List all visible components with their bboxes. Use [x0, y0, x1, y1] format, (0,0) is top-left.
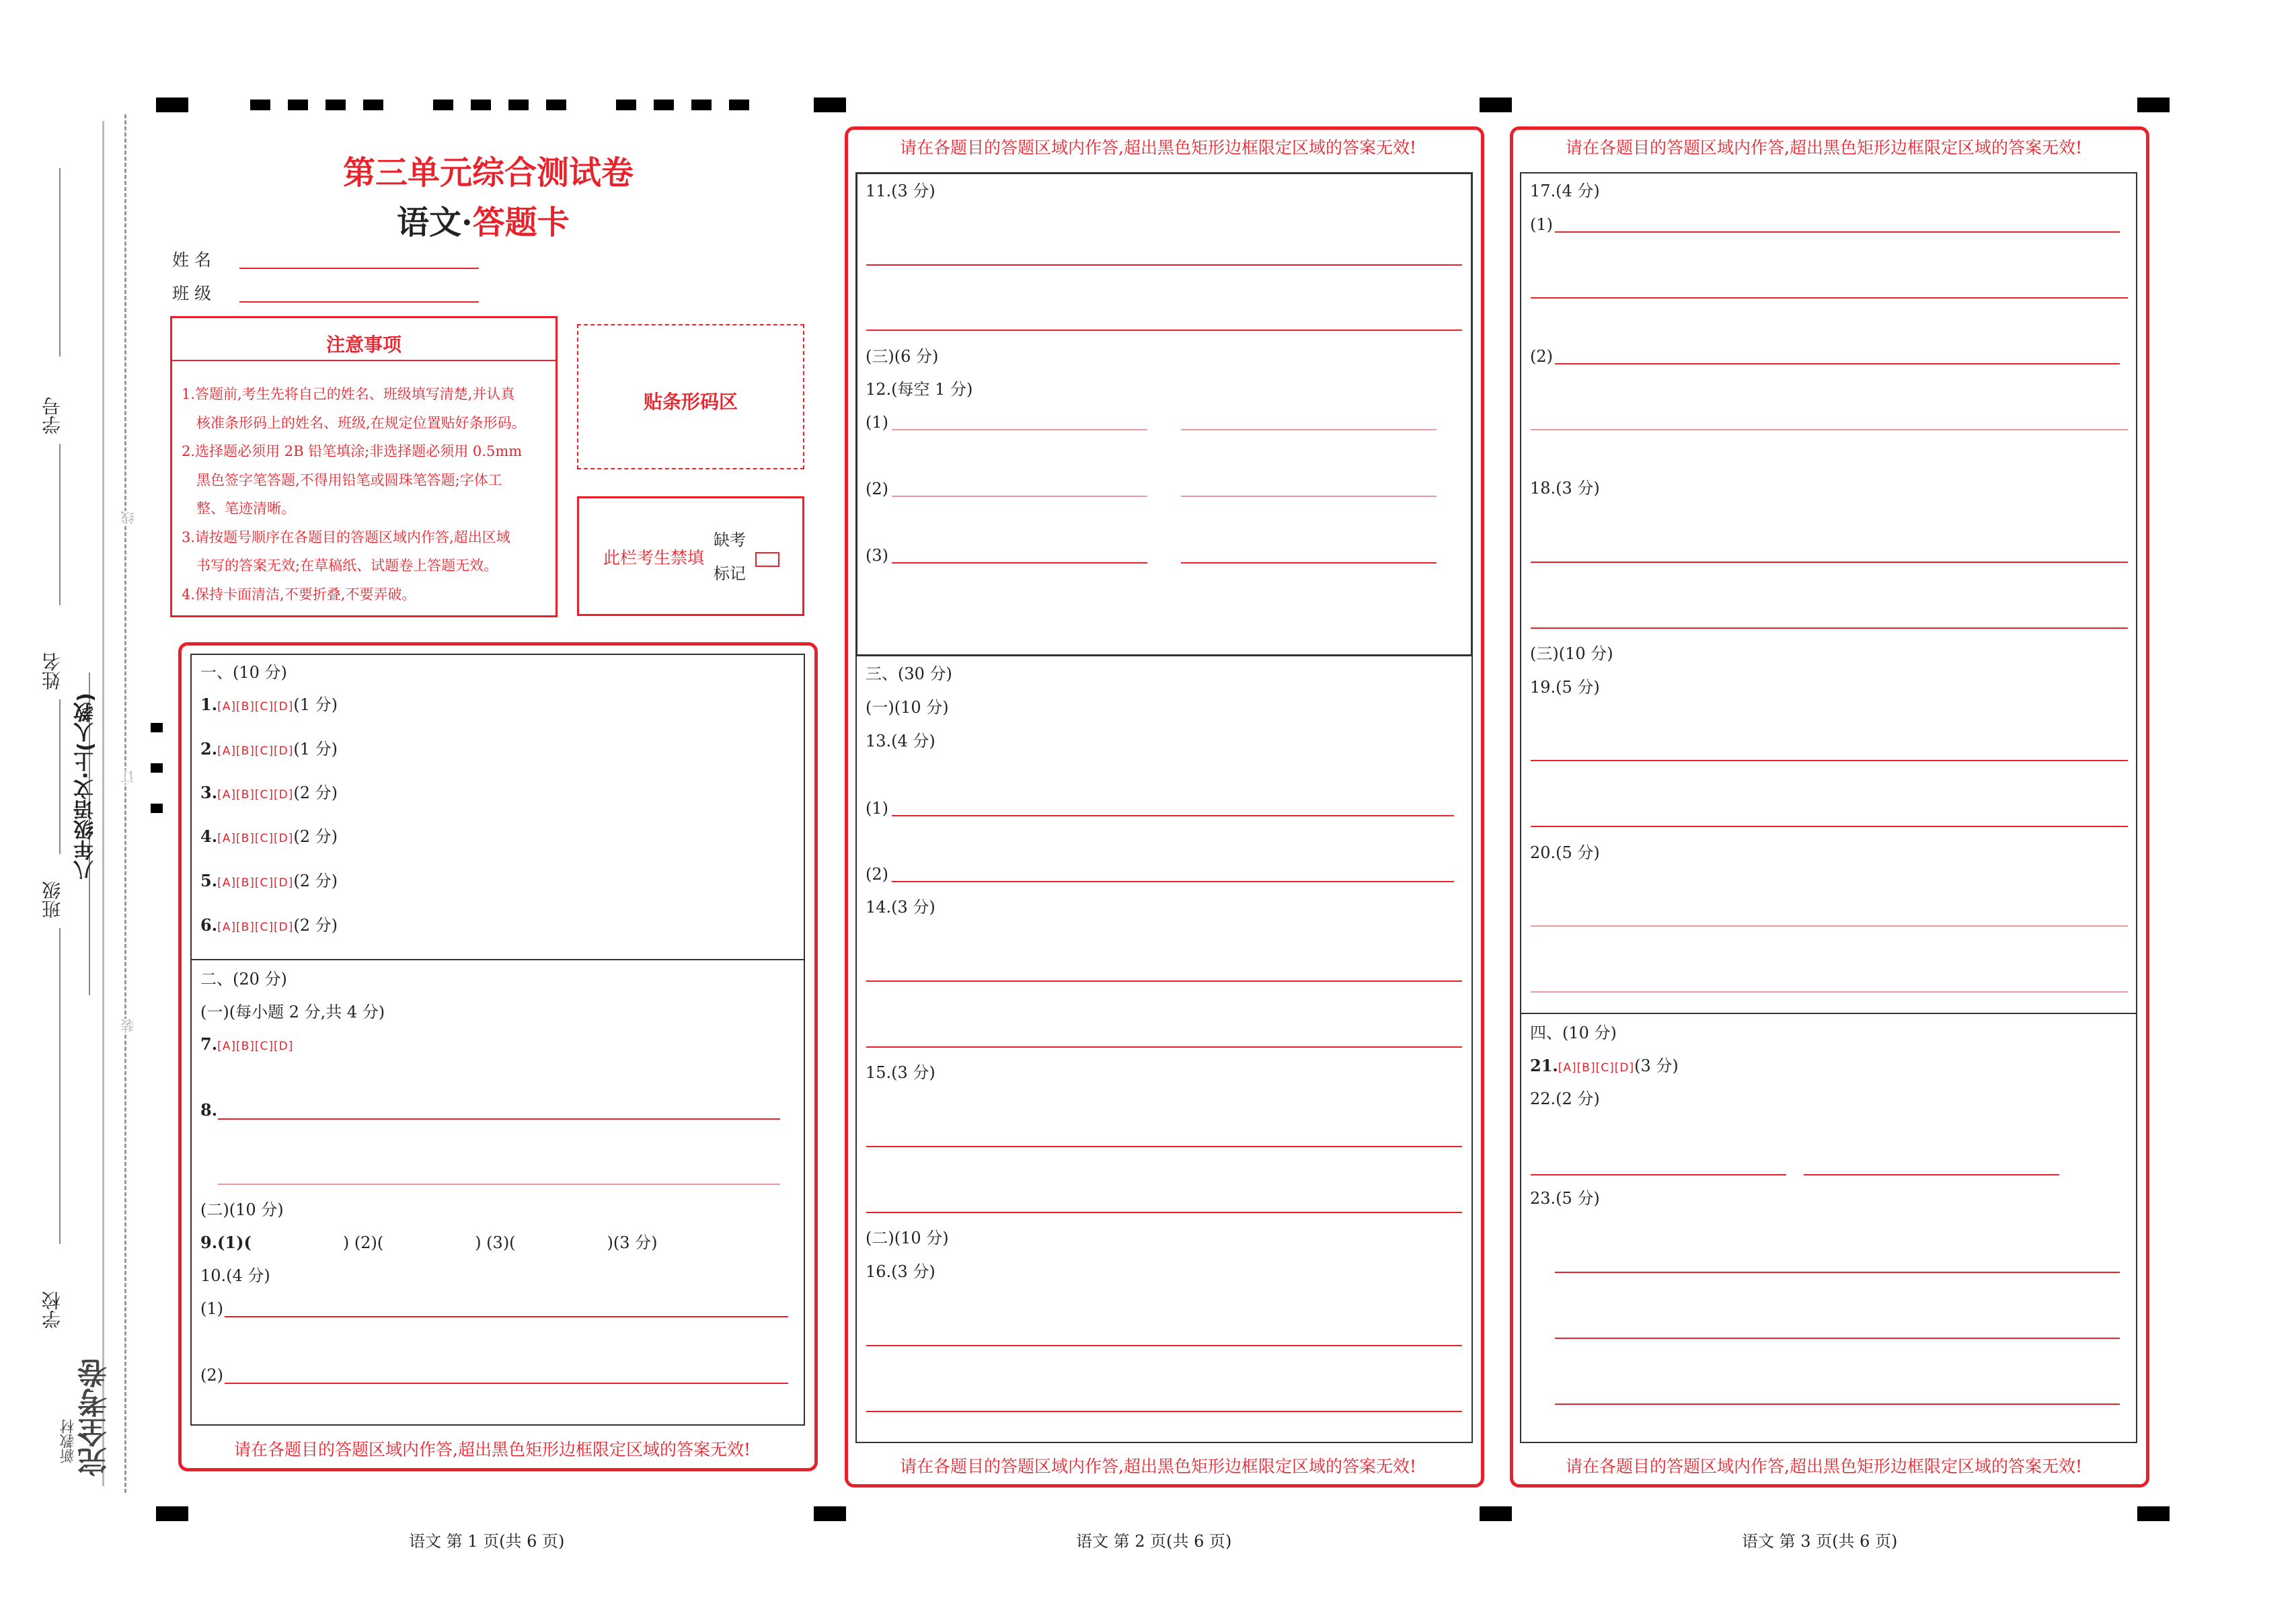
answer-line[interactable] — [1531, 297, 2128, 299]
choice-bubbles[interactable]: [A][B][C][D] — [1558, 1061, 1635, 1075]
choice-points: (2 分) — [293, 916, 338, 935]
answer-line[interactable] — [892, 496, 1147, 497]
sub-label: (3) — [866, 546, 888, 565]
card-label: 答题卡 — [472, 204, 570, 241]
answer-line[interactable] — [866, 1146, 1462, 1147]
subsection-heading: (三)(6 分) — [866, 347, 939, 366]
question-number: 3. — [200, 783, 218, 802]
answer-line[interactable] — [1531, 826, 2128, 827]
answer-line[interactable] — [1555, 1338, 2120, 1339]
question-number: 2. — [200, 739, 218, 759]
answer-line[interactable] — [1555, 231, 2120, 233]
question-number: 21. — [1530, 1056, 1558, 1075]
notice-line: 1.答题前,考生先将自己的姓名、班级填写清楚,并认真 — [182, 386, 515, 402]
sub-label: (2) — [1530, 347, 1553, 366]
choice-bubbles[interactable]: [A][B][C][D] — [217, 921, 294, 934]
subsection-heading: (一)(10 分) — [866, 698, 949, 717]
choice-bubbles[interactable]: [A][B][C][D] — [217, 744, 294, 758]
seal-line-mark: 线 — [118, 511, 138, 525]
card-title — [397, 196, 570, 243]
question-22: 22.(2 分) — [1530, 1089, 1600, 1108]
name-label: 姓 名 — [172, 250, 211, 270]
answer-line[interactable] — [866, 1411, 1462, 1412]
notice-line: 3.请按题号顺序在各题目的答题区域内作答,超出区域 — [182, 529, 510, 545]
question-15: 15.(3 分) — [866, 1063, 935, 1082]
notice-box — [170, 316, 558, 617]
section-3-heading: 三、(30 分) — [866, 664, 952, 683]
question-20: 20.(5 分) — [1530, 843, 1600, 862]
question-number: 7. — [200, 1034, 218, 1054]
barcode-label: 贴条形码区 — [643, 391, 738, 413]
choice-bubbles[interactable]: [A][B][C][D] — [217, 700, 294, 713]
choice-points: (1 分) — [293, 695, 338, 714]
sub-label: (1) — [200, 1299, 223, 1318]
sub-label: (1) — [1530, 215, 1553, 234]
answer-line[interactable] — [866, 1212, 1462, 1213]
barcode-area — [577, 324, 804, 469]
choice-row — [200, 917, 338, 933]
subsection-heading: (一)(每小题 2 分,共 4 分) — [200, 1003, 385, 1021]
question-23: 23.(5 分) — [1530, 1189, 1600, 1208]
student-id-label: 学号 — [41, 397, 63, 434]
answer-line[interactable] — [1181, 496, 1437, 497]
choice-points: (2 分) — [293, 827, 338, 846]
absent-mark-label2: 标记 — [714, 564, 746, 583]
question-number: 4. — [200, 826, 218, 846]
warning-text: 请在各题目的答题区域内作答,超出黑色矩形边框限定区域的答案无效! — [900, 138, 1416, 157]
brand-sub: 新教材 — [60, 1419, 77, 1463]
notice-title: 注意事项 — [326, 334, 401, 356]
choice-bubbles[interactable]: [A][B][C][D] — [217, 788, 294, 802]
section-2-heading: 二、(20 分) — [200, 970, 287, 989]
name-field[interactable] — [239, 268, 479, 269]
warning-text: 请在各题目的答题区域内作答,超出黑色矩形边框限定区域的答案无效! — [234, 1440, 751, 1459]
absent-mark-label1: 缺考 — [714, 531, 746, 549]
answer-line[interactable] — [1531, 429, 2128, 430]
answer-line[interactable] — [1531, 627, 2128, 629]
answer-line[interactable] — [892, 429, 1147, 430]
notice-text — [182, 380, 526, 609]
class-label: 班级 — [41, 881, 63, 919]
answer-box-2b — [855, 655, 1473, 1443]
choice-points: (2 分) — [293, 872, 338, 890]
page-footer: 语文 第 1 页(共 6 页) — [409, 1532, 565, 1551]
answer-line[interactable] — [892, 815, 1454, 816]
choice-row — [200, 741, 338, 757]
answer-box-1b — [190, 959, 805, 1426]
subsection-heading: (二)(10 分) — [866, 1229, 949, 1247]
question-13: 13.(4 分) — [866, 732, 935, 750]
answer-box-2a — [855, 172, 1473, 656]
page-title: 第三单元综合测试卷 — [343, 154, 634, 192]
section-4-heading: 四、(10 分) — [1530, 1024, 1617, 1042]
warning-text: 请在各题目的答题区域内作答,超出黑色矩形边框限定区域的答案无效! — [1566, 1457, 2082, 1476]
choice-bubbles[interactable]: [A][B][C][D] — [217, 832, 294, 845]
notice-line: 书写的答案无效;在草稿纸、试题卷上答题无效。 — [196, 557, 498, 574]
seal-mount-mark: 装 — [118, 1019, 138, 1032]
warning-text: 请在各题目的答题区域内作答,超出黑色矩形边框限定区域的答案无效! — [1566, 138, 2082, 157]
sub-label: (1) — [866, 799, 888, 818]
notice-line: 2.选择题必须用 2B 铅笔填涂;非选择题必须用 0.5mm — [182, 443, 523, 459]
page-footer: 语文 第 2 页(共 6 页) — [1076, 1532, 1232, 1551]
page-footer: 语文 第 3 页(共 6 页) — [1742, 1532, 1898, 1551]
choice-bubbles[interactable]: [A][B][C][D] — [217, 1040, 294, 1053]
choice-row — [200, 697, 338, 713]
course-label: 八年级语文·上(人教) — [74, 693, 98, 880]
answer-line[interactable] — [1181, 429, 1437, 430]
student-name-label: 姓名 — [41, 652, 63, 690]
notice-line: 整、笔迹清晰。 — [196, 500, 295, 516]
answer-line[interactable] — [866, 330, 1462, 331]
answer-line[interactable] — [892, 562, 1147, 564]
answer-line[interactable] — [866, 1046, 1462, 1048]
subject-name: 语文 — [397, 204, 462, 241]
sub-label: (2) — [866, 479, 888, 498]
sub-label: (2) — [866, 865, 888, 884]
absent-note: 此栏考生禁填 — [603, 548, 705, 568]
answer-line[interactable] — [892, 881, 1454, 882]
question-19: 19.(5 分) — [1530, 678, 1600, 697]
choice-points: (3 分) — [1634, 1056, 1679, 1075]
answer-line[interactable] — [1531, 760, 2128, 761]
choice-bubbles[interactable]: [A][B][C][D] — [217, 876, 294, 890]
choice-points: (1 分) — [293, 740, 338, 759]
class-field[interactable] — [239, 301, 479, 303]
answer-line[interactable] — [1555, 363, 2120, 364]
school-label: 学校 — [41, 1291, 63, 1329]
answer-line[interactable] — [1181, 562, 1437, 564]
title-dot: · — [461, 204, 473, 241]
q9-sep-2: ) (3)( — [475, 1233, 516, 1252]
answer-line[interactable] — [218, 1184, 780, 1185]
answer-box-3b — [1520, 1013, 2137, 1443]
notice-line: 黑色签字笔答题,不得用铅笔或圆珠笔答题;字体工 — [196, 471, 502, 488]
question-9-label: 9.(1)( — [200, 1233, 252, 1252]
answer-line[interactable] — [1555, 1403, 2120, 1405]
question-12: 12.(每空 1 分) — [866, 380, 973, 399]
brand-logo: 完全考卷 — [78, 1358, 112, 1477]
answer-line[interactable] — [1804, 1174, 2059, 1175]
choice-points: (2 分) — [293, 783, 338, 802]
answer-line[interactable] — [218, 1118, 780, 1120]
question-14: 14.(3 分) — [866, 898, 935, 917]
question-11: 11.(3 分) — [866, 182, 935, 200]
question-number: 1. — [200, 695, 218, 714]
answer-line[interactable] — [866, 264, 1462, 266]
answer-line[interactable] — [1555, 1272, 2120, 1273]
question-9 — [200, 1235, 658, 1251]
q9-sep-1: ) (2)( — [342, 1233, 384, 1252]
answer-line[interactable] — [1531, 562, 2128, 563]
answer-line[interactable] — [225, 1316, 788, 1317]
question-number: 6. — [200, 915, 218, 935]
notice-line: 4.保持卡面清洁,不要折叠,不要弄破。 — [182, 586, 416, 603]
sub-label: (2) — [200, 1366, 223, 1385]
answer-line[interactable] — [1531, 925, 2128, 927]
answer-line[interactable] — [1531, 991, 2128, 993]
choice-row — [200, 873, 338, 889]
question-10: 10.(4 分) — [200, 1266, 270, 1285]
choice-row — [200, 785, 338, 801]
question-8 — [200, 1102, 217, 1118]
absent-checkbox[interactable] — [755, 552, 779, 567]
answer-line[interactable] — [866, 980, 1462, 982]
answer-line[interactable] — [225, 1383, 788, 1384]
answer-line[interactable] — [1531, 1174, 1786, 1175]
seal-bind-mark: 订 — [118, 770, 138, 783]
subsection-heading: (三)(10 分) — [1530, 644, 1613, 663]
question-17: 17.(4 分) — [1530, 182, 1600, 200]
subsection-heading: (二)(10 分) — [200, 1200, 284, 1219]
choice-row — [1530, 1058, 1679, 1074]
absent-mark-box — [577, 496, 804, 616]
choice-row — [200, 1036, 293, 1052]
question-number: 5. — [200, 871, 218, 890]
warning-text: 请在各题目的答题区域内作答,超出黑色矩形边框限定区域的答案无效! — [900, 1457, 1416, 1476]
answer-line[interactable] — [866, 1345, 1462, 1346]
question-number: 8. — [200, 1100, 218, 1120]
question-16: 16.(3 分) — [866, 1262, 935, 1281]
section-1-heading: 一、(10 分) — [200, 663, 287, 682]
class-field-label: 班 级 — [172, 284, 211, 303]
sub-label: (1) — [866, 413, 888, 432]
question-18: 18.(3 分) — [1530, 479, 1600, 498]
choice-row — [200, 828, 338, 845]
q9-points: )(3 分) — [607, 1233, 658, 1252]
notice-line: 核准条形码上的姓名、班级,在规定位置贴好条形码。 — [196, 414, 526, 431]
